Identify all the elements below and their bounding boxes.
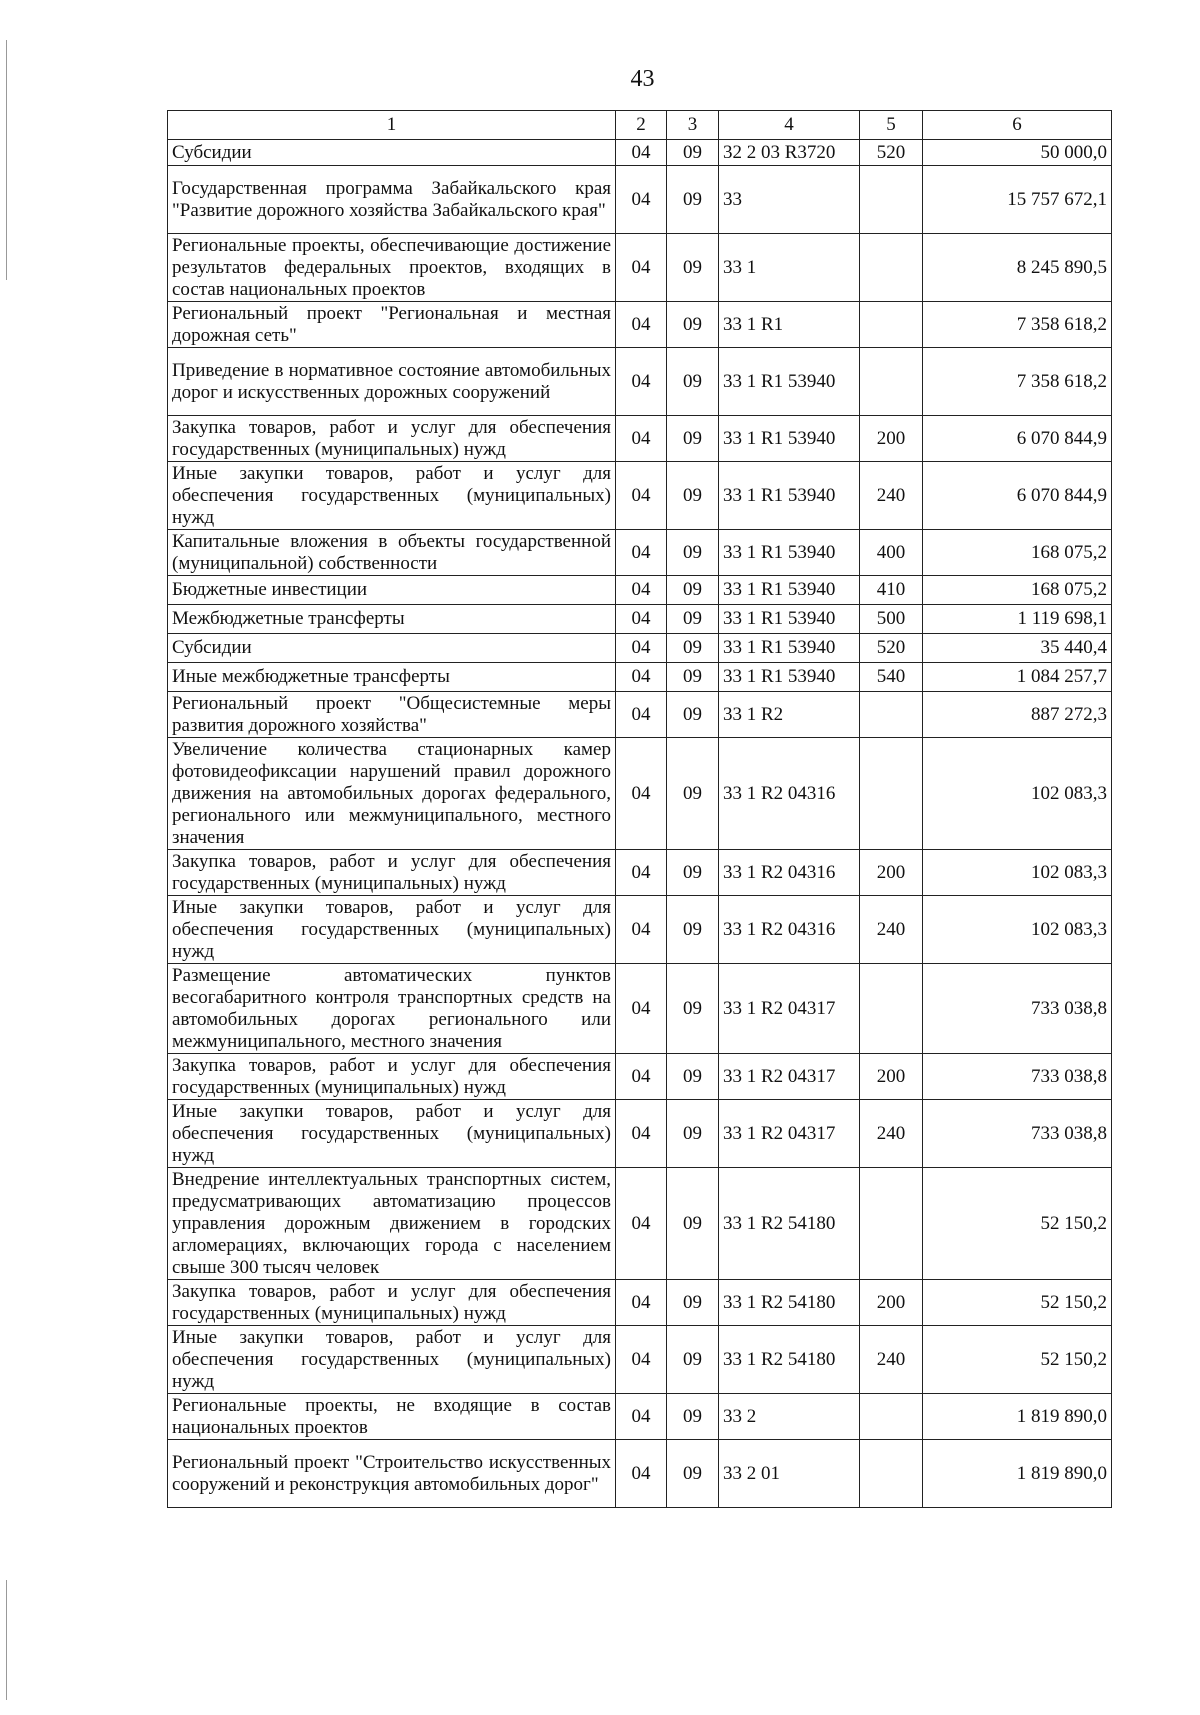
amount-cell: 52 150,2	[923, 1280, 1112, 1326]
amount-cell: 6 070 844,9	[923, 462, 1112, 530]
item-name-cell: Региональный проект "Региональная и местная дорожная сеть"	[168, 302, 616, 348]
table-row	[168, 738, 1112, 850]
section-code-cell: 04	[616, 850, 667, 896]
expense-type-cell	[860, 964, 923, 1054]
table-row	[168, 634, 1112, 663]
expense-type-cell: 200	[860, 416, 923, 462]
amount-cell: 733 038,8	[923, 964, 1112, 1054]
expense-type-cell: 520	[860, 140, 923, 166]
item-name-cell: Иные закупки товаров, работ и услуг для обеспечения государственных (муниципальных) нужд	[168, 1326, 616, 1394]
table-row	[168, 462, 1112, 530]
expense-type-cell: 520	[860, 634, 923, 663]
table-row	[168, 964, 1112, 1054]
subsection-code-cell: 09	[667, 634, 719, 663]
budget-table	[167, 110, 1112, 1508]
header-cell: 2	[616, 111, 667, 140]
target-article-cell: 33 1 R2 04317	[719, 1054, 860, 1100]
table-row	[168, 302, 1112, 348]
target-article-cell: 33 1 R2 54180	[719, 1326, 860, 1394]
scan-edge-line	[6, 1580, 7, 1700]
expense-type-cell: 410	[860, 576, 923, 605]
subsection-code-cell: 09	[667, 234, 719, 302]
subsection-code-cell: 09	[667, 896, 719, 964]
item-name-cell: Приведение в нормативное состояние автомобильных дорог и искусственных дорожных сооружений	[168, 348, 616, 416]
subsection-code-cell: 09	[667, 1280, 719, 1326]
section-code-cell: 04	[616, 140, 667, 166]
subsection-code-cell: 09	[667, 850, 719, 896]
target-article-cell: 33 1 R2 04316	[719, 896, 860, 964]
target-article-cell: 33 1 R2	[719, 692, 860, 738]
target-article-cell: 33 1 R2 54180	[719, 1280, 860, 1326]
subsection-code-cell: 09	[667, 1440, 719, 1508]
expense-type-cell	[860, 692, 923, 738]
item-name-cell: Субсидии	[168, 634, 616, 663]
expense-type-cell	[860, 738, 923, 850]
target-article-cell: 33 2 01	[719, 1440, 860, 1508]
section-code-cell: 04	[616, 738, 667, 850]
expense-type-cell: 200	[860, 1054, 923, 1100]
table-row	[168, 605, 1112, 634]
amount-cell: 168 075,2	[923, 576, 1112, 605]
target-article-cell: 33 1 R1 53940	[719, 462, 860, 530]
item-name-cell: Закупка товаров, работ и услуг для обеспечения государственных (муниципальных) нужд	[168, 1280, 616, 1326]
item-name-cell: Внедрение интеллектуальных транспортных систем, предусматривающих автоматизацию процессов управления дорожным движением в городских агломерациях, включающих города с населением свыше 300 тысяч человек	[168, 1168, 616, 1280]
expense-type-cell: 240	[860, 896, 923, 964]
expense-type-cell: 240	[860, 1326, 923, 1394]
item-name-cell: Размещение автоматических пунктов весогабаритного контроля транспортных средств на автомобильных дорогах регионального или межмуниципального, местного значения	[168, 964, 616, 1054]
table-row	[168, 1326, 1112, 1394]
subsection-code-cell: 09	[667, 964, 719, 1054]
section-code-cell: 04	[616, 1440, 667, 1508]
section-code-cell: 04	[616, 1280, 667, 1326]
target-article-cell: 33 1 R1 53940	[719, 605, 860, 634]
amount-cell: 1 119 698,1	[923, 605, 1112, 634]
section-code-cell: 04	[616, 166, 667, 234]
item-name-cell: Иные закупки товаров, работ и услуг для обеспечения государственных (муниципальных) нужд	[168, 462, 616, 530]
target-article-cell: 33 2	[719, 1394, 860, 1440]
amount-cell: 102 083,3	[923, 850, 1112, 896]
header-row	[168, 111, 1112, 140]
table-row	[168, 1440, 1112, 1508]
table-row	[168, 140, 1112, 166]
target-article-cell: 33	[719, 166, 860, 234]
amount-cell: 1 084 257,7	[923, 663, 1112, 692]
subsection-code-cell: 09	[667, 1100, 719, 1168]
subsection-code-cell: 09	[667, 663, 719, 692]
amount-cell: 102 083,3	[923, 896, 1112, 964]
amount-cell: 52 150,2	[923, 1326, 1112, 1394]
expense-type-cell: 240	[860, 462, 923, 530]
subsection-code-cell: 09	[667, 348, 719, 416]
subsection-code-cell: 09	[667, 738, 719, 850]
subsection-code-cell: 09	[667, 530, 719, 576]
section-code-cell: 04	[616, 964, 667, 1054]
target-article-cell: 33 1 R2 54180	[719, 1168, 860, 1280]
expense-type-cell	[860, 1440, 923, 1508]
item-name-cell: Увеличение количества стационарных камер фотовидеофиксации нарушений правил дорожного движения на автомобильных дорогах федерального, регионального или межмуниципального, местного значения	[168, 738, 616, 850]
table-row	[168, 1280, 1112, 1326]
target-article-cell: 33 1	[719, 234, 860, 302]
target-article-cell: 33 1 R2 04316	[719, 738, 860, 850]
subsection-code-cell: 09	[667, 166, 719, 234]
subsection-code-cell: 09	[667, 462, 719, 530]
amount-cell: 102 083,3	[923, 738, 1112, 850]
header-cell: 6	[923, 111, 1112, 140]
amount-cell: 1 819 890,0	[923, 1394, 1112, 1440]
amount-cell: 1 819 890,0	[923, 1440, 1112, 1508]
item-name-cell: Региональный проект "Строительство искусственных сооружений и реконструкция автомобильных дорог"	[168, 1440, 616, 1508]
table-body	[168, 140, 1112, 1508]
table-row	[168, 416, 1112, 462]
expense-type-cell: 540	[860, 663, 923, 692]
item-name-cell: Закупка товаров, работ и услуг для обеспечения государственных (муниципальных) нужд	[168, 416, 616, 462]
amount-cell: 6 070 844,9	[923, 416, 1112, 462]
table-row	[168, 530, 1112, 576]
subsection-code-cell: 09	[667, 1326, 719, 1394]
section-code-cell: 04	[616, 462, 667, 530]
target-article-cell: 32 2 03 R3720	[719, 140, 860, 166]
section-code-cell: 04	[616, 1326, 667, 1394]
target-article-cell: 33 1 R2 04317	[719, 1100, 860, 1168]
subsection-code-cell: 09	[667, 605, 719, 634]
item-name-cell: Иные закупки товаров, работ и услуг для обеспечения государственных (муниципальных) нужд	[168, 896, 616, 964]
amount-cell: 15 757 672,1	[923, 166, 1112, 234]
amount-cell: 50 000,0	[923, 140, 1112, 166]
target-article-cell: 33 1 R1 53940	[719, 416, 860, 462]
subsection-code-cell: 09	[667, 416, 719, 462]
item-name-cell: Бюджетные инвестиции	[168, 576, 616, 605]
table-row	[168, 348, 1112, 416]
table-row	[168, 1054, 1112, 1100]
item-name-cell: Капитальные вложения в объекты государственной (муниципальной) собственности	[168, 530, 616, 576]
target-article-cell: 33 1 R2 04317	[719, 964, 860, 1054]
header-cell: 5	[860, 111, 923, 140]
amount-cell: 8 245 890,5	[923, 234, 1112, 302]
item-name-cell: Государственная программа Забайкальского края "Развитие дорожного хозяйства Забайкальского края"	[168, 166, 616, 234]
subsection-code-cell: 09	[667, 1394, 719, 1440]
section-code-cell: 04	[616, 634, 667, 663]
subsection-code-cell: 09	[667, 692, 719, 738]
target-article-cell: 33 1 R2 04316	[719, 850, 860, 896]
target-article-cell: 33 1 R1 53940	[719, 576, 860, 605]
section-code-cell: 04	[616, 530, 667, 576]
expense-type-cell	[860, 234, 923, 302]
section-code-cell: 04	[616, 692, 667, 738]
target-article-cell: 33 1 R1 53940	[719, 634, 860, 663]
subsection-code-cell: 09	[667, 1168, 719, 1280]
amount-cell: 733 038,8	[923, 1100, 1112, 1168]
expense-type-cell	[860, 166, 923, 234]
target-article-cell: 33 1 R1 53940	[719, 530, 860, 576]
expense-type-cell	[860, 1394, 923, 1440]
table-row	[168, 234, 1112, 302]
section-code-cell: 04	[616, 1394, 667, 1440]
header-cell: 1	[168, 111, 616, 140]
amount-cell: 7 358 618,2	[923, 348, 1112, 416]
page-number: 43	[630, 66, 655, 92]
amount-cell: 887 272,3	[923, 692, 1112, 738]
section-code-cell: 04	[616, 605, 667, 634]
section-code-cell: 04	[616, 1054, 667, 1100]
section-code-cell: 04	[616, 576, 667, 605]
item-name-cell: Иные закупки товаров, работ и услуг для обеспечения государственных (муниципальных) нужд	[168, 1100, 616, 1168]
item-name-cell: Субсидии	[168, 140, 616, 166]
subsection-code-cell: 09	[667, 576, 719, 605]
amount-cell: 35 440,4	[923, 634, 1112, 663]
amount-cell: 733 038,8	[923, 1054, 1112, 1100]
target-article-cell: 33 1 R1	[719, 302, 860, 348]
item-name-cell: Закупка товаров, работ и услуг для обеспечения государственных (муниципальных) нужд	[168, 850, 616, 896]
target-article-cell: 33 1 R1 53940	[719, 348, 860, 416]
amount-cell: 168 075,2	[923, 530, 1112, 576]
section-code-cell: 04	[616, 1168, 667, 1280]
header-cell: 3	[667, 111, 719, 140]
subsection-code-cell: 09	[667, 302, 719, 348]
expense-type-cell: 200	[860, 1280, 923, 1326]
subsection-code-cell: 09	[667, 140, 719, 166]
table-row	[168, 896, 1112, 964]
item-name-cell: Региональные проекты, обеспечивающие достижение результатов федеральных проектов, входящих в состав национальных проектов	[168, 234, 616, 302]
section-code-cell: 04	[616, 302, 667, 348]
amount-cell: 52 150,2	[923, 1168, 1112, 1280]
table-row	[168, 576, 1112, 605]
section-code-cell: 04	[616, 348, 667, 416]
item-name-cell: Межбюджетные трансферты	[168, 605, 616, 634]
table-row	[168, 850, 1112, 896]
table-row	[168, 166, 1112, 234]
expense-type-cell	[860, 1168, 923, 1280]
item-name-cell: Региональные проекты, не входящие в состав национальных проектов	[168, 1394, 616, 1440]
section-code-cell: 04	[616, 416, 667, 462]
table-row	[168, 1100, 1112, 1168]
item-name-cell: Региональный проект "Общесистемные меры развития дорожного хозяйства"	[168, 692, 616, 738]
expense-type-cell	[860, 348, 923, 416]
table-row	[168, 692, 1112, 738]
amount-cell: 7 358 618,2	[923, 302, 1112, 348]
expense-type-cell: 400	[860, 530, 923, 576]
table-row	[168, 1394, 1112, 1440]
section-code-cell: 04	[616, 896, 667, 964]
target-article-cell: 33 1 R1 53940	[719, 663, 860, 692]
table-row	[168, 1168, 1112, 1280]
item-name-cell: Закупка товаров, работ и услуг для обеспечения государственных (муниципальных) нужд	[168, 1054, 616, 1100]
section-code-cell: 04	[616, 234, 667, 302]
expense-type-cell	[860, 302, 923, 348]
subsection-code-cell: 09	[667, 1054, 719, 1100]
table-row	[168, 663, 1112, 692]
expense-type-cell: 240	[860, 1100, 923, 1168]
item-name-cell: Иные межбюджетные трансферты	[168, 663, 616, 692]
section-code-cell: 04	[616, 663, 667, 692]
expense-type-cell: 500	[860, 605, 923, 634]
expense-type-cell: 200	[860, 850, 923, 896]
header-cell: 4	[719, 111, 860, 140]
section-code-cell: 04	[616, 1100, 667, 1168]
